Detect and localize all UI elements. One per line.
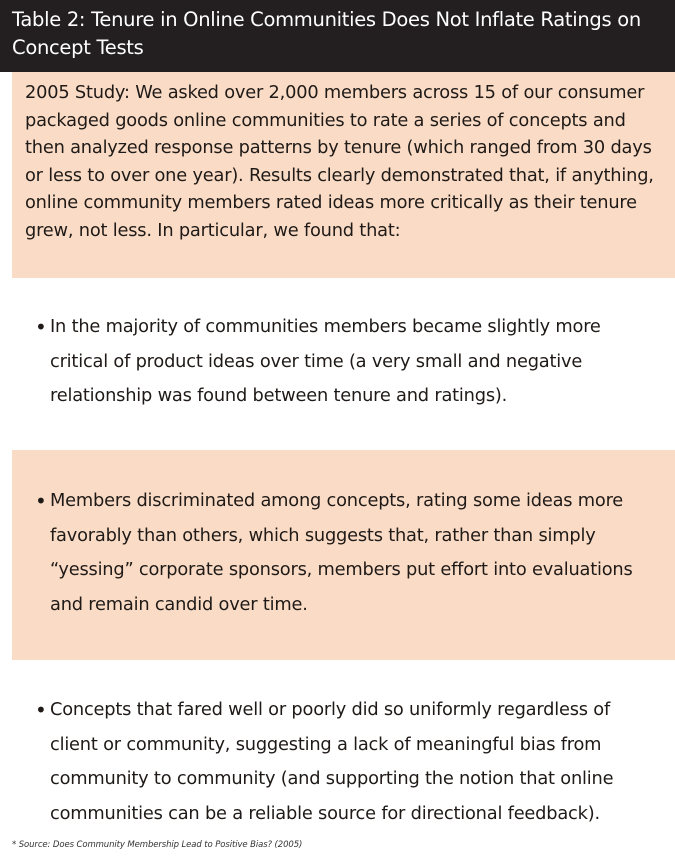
finding-item — [12, 693, 675, 833]
finding-item — [12, 450, 675, 660]
finding-text: In the majority of communities members became slightly more critical of product ideas over time (a very small and negative relationship was found between tenure and ratings). — [50, 316, 601, 406]
finding-item — [12, 310, 675, 440]
table-title: Table 2: Tenure in Online Communities Does Not Inflate Ratings on Concept Tests — [0, 0, 675, 72]
source-note: * Source: Does Community Membership Lead to Positive Bias? (2005) — [12, 840, 303, 850]
bullet-icon: • — [35, 315, 47, 339]
study-intro: 2005 Study: We asked over 2,000 members across 15 of our consumer packaged goods online communities to rate a series of concepts and then analyzed response patterns by tenure (which ranged from 30 days or less to over one year). Results clearly demonstrated that, if anything, online community members rated ideas more critically as their tenure grew, not less. In particular, we found that: — [12, 72, 675, 278]
finding-text: Concepts that fared well or poorly did so uniformly regardless of client or community, suggesting a lack of meaningful bias from community to community (and supporting the notion that online communities can be a reliable source for directional feedback). — [50, 699, 614, 824]
bullet-icon: • — [35, 489, 47, 513]
finding-text: Members discriminated among concepts, rating some ideas more favorably than others, which suggests that, rather than simply “yessing” corporate sponsors, members put effort into evaluations and remain candid over time. — [50, 490, 633, 615]
bullet-icon: • — [35, 698, 47, 722]
